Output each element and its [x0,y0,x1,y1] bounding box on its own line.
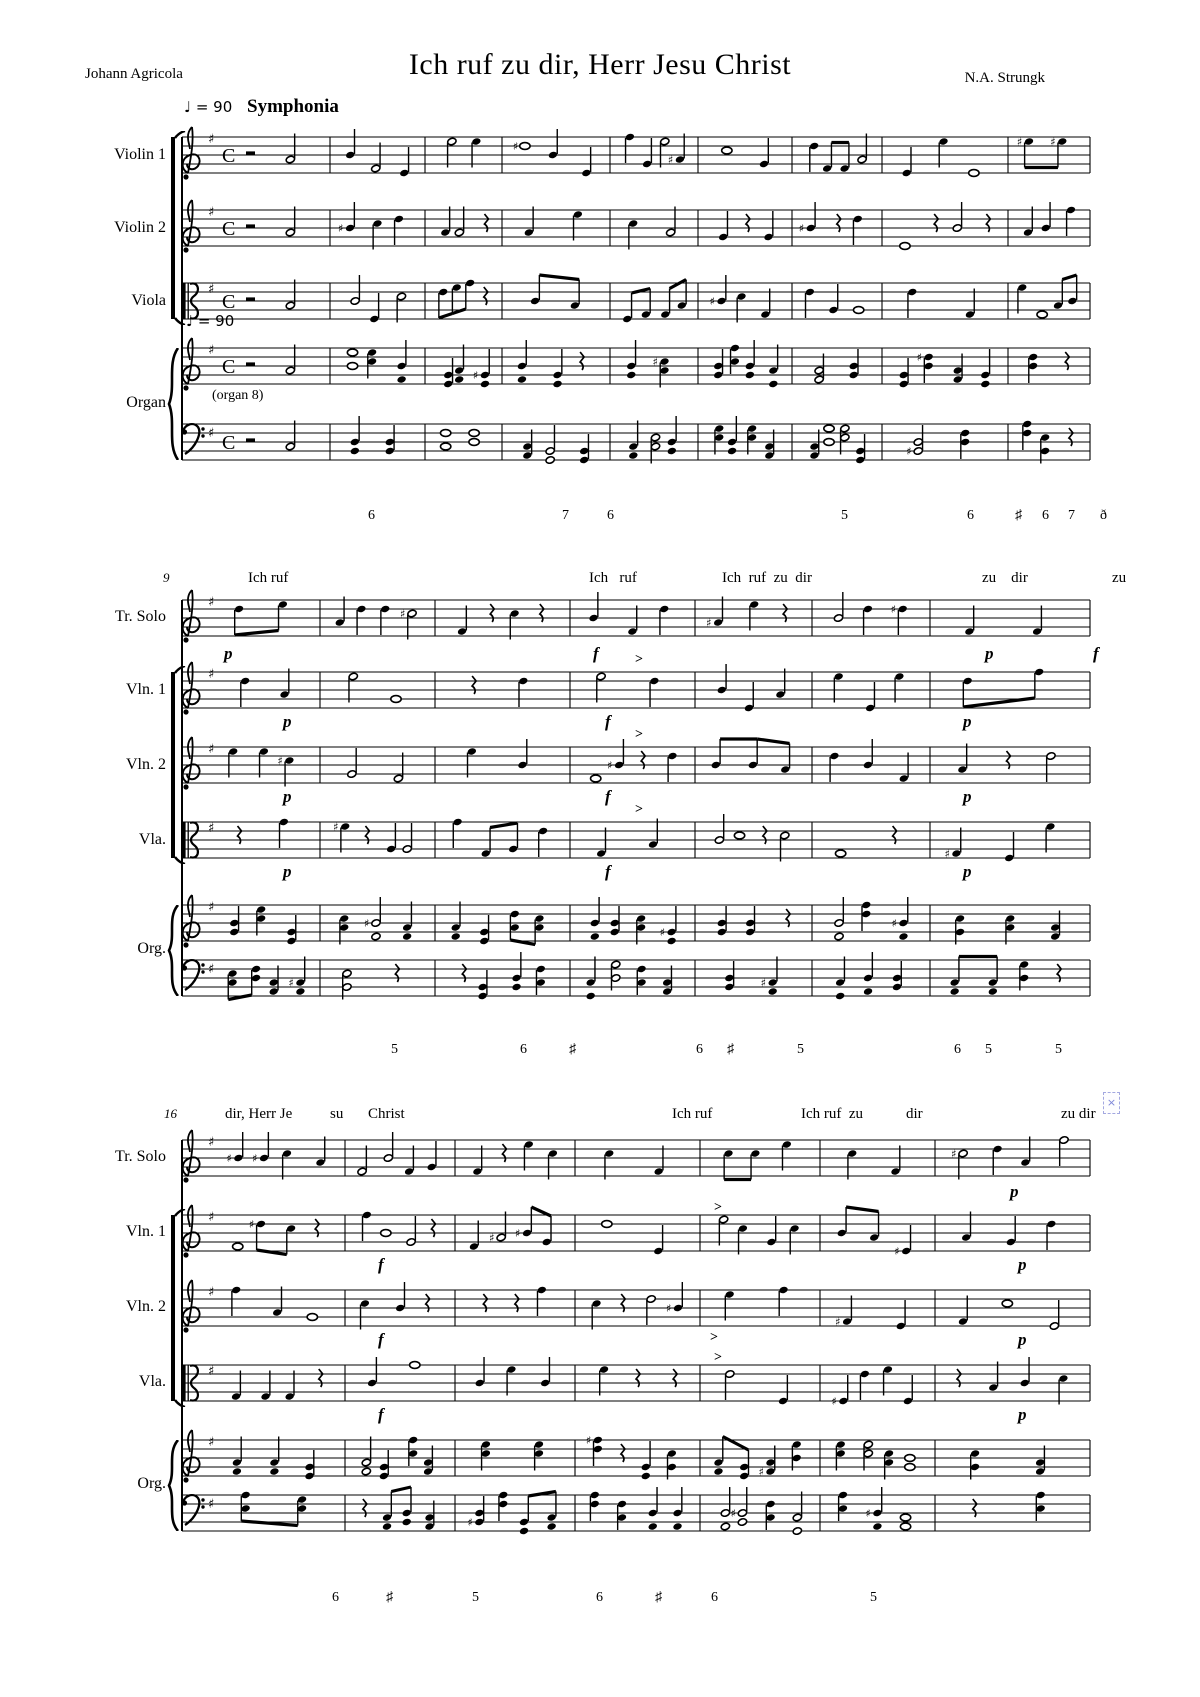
svg-text:♯: ♯ [944,847,950,861]
figured-bass-number: ♯ [386,1590,393,1605]
strings-bracket [162,1209,186,1407]
dynamic-marking: p [283,787,292,806]
svg-text:♯: ♯ [659,926,665,939]
figured-bass-number: 7 [562,508,569,523]
staff-system1-violin1 [182,117,1092,201]
figured-bass-number: ♯ [569,1042,576,1057]
accent-mark: > [710,1330,718,1345]
svg-text:♯: ♯ [208,343,215,358]
dynamic-marking: p [283,712,292,731]
svg-text:♯: ♯ [208,742,215,757]
svg-text:♯: ♯ [248,1218,255,1231]
staff-system1-organ-rh [182,328,1092,412]
svg-text:♯: ♯ [277,754,283,768]
organ-brace [163,905,181,996]
dynamic-marking: f [605,862,611,881]
lyric-text: Christ [368,1106,405,1122]
svg-text:♯: ♯ [709,295,715,308]
svg-text:♯: ♯ [585,1434,592,1447]
tempo-marking-organ: ♩ = 90 [186,312,235,330]
dynamic-marking: p [985,644,994,663]
instrument-label-vla-sys3: Vla. [138,1373,166,1390]
dynamic-marking: f [605,712,611,731]
svg-text:♯: ♯ [894,1245,900,1258]
dynamic-marking: p [1010,1182,1019,1201]
svg-text:♯: ♯ [890,603,896,616]
dynamic-marking: p [963,862,972,881]
svg-text:♯: ♯ [706,616,712,630]
figured-bass-number: 6 [596,1590,603,1605]
svg-text:♯: ♯ [798,222,805,235]
svg-text:♯: ♯ [512,140,519,153]
staff-system3-trumpet-solo [182,1120,1092,1204]
svg-text:♯: ♯ [607,759,613,772]
svg-text:♯: ♯ [916,351,922,364]
dynamic-marking: p [1018,1330,1027,1349]
svg-text:C: C [222,145,236,167]
svg-text:♯: ♯ [208,900,215,915]
dynamic-marking: f [1093,644,1099,663]
instrument-label-violin2: Violin 2 [114,219,166,236]
lyric-text: Ich ruf zu dir [722,570,812,586]
figured-bass-number: 5 [391,1042,398,1057]
lyric-text: zu dir [982,570,1028,586]
tempo-marking-top: ♩ = 90 [184,98,233,116]
svg-text:♯: ♯ [208,595,215,610]
page-title: Ich ruf zu dir, Herr Jesu Christ [408,48,792,81]
svg-text:♯: ♯ [208,426,215,441]
organ-brace [163,1440,181,1531]
svg-text:♯: ♯ [906,445,912,458]
strings-bracket [162,666,186,864]
svg-text:♯: ♯ [1016,135,1023,149]
instrument-label-vln2-sys2: Vln. 2 [126,756,166,773]
figured-bass-number: 5 [1055,1042,1062,1057]
dynamic-marking: p [224,644,233,663]
accent-mark: > [635,652,643,667]
section-title: Symphonia [247,96,339,117]
svg-text:♯: ♯ [760,976,766,990]
staff-system1-violin2 [182,190,1092,274]
measure-number-16: 16 [164,1106,177,1121]
composer-right: N.A. Strungk [964,70,1045,86]
figured-bass-number: 6 [954,1042,961,1057]
svg-text:♯: ♯ [891,917,897,930]
dynamic-marking: f [605,787,611,806]
svg-text:C: C [222,218,236,240]
svg-text:♯: ♯ [252,1152,258,1165]
svg-text:♯: ♯ [666,1302,672,1315]
lyric-text: dir [906,1106,923,1122]
svg-text:♯: ♯ [400,607,406,621]
figured-bass-number: 5 [472,1590,479,1605]
accent-mark: > [635,802,643,817]
lyric-text: Ich ruf [248,570,289,586]
lyric-text: su [330,1106,344,1122]
svg-text:♯: ♯ [208,282,215,297]
figured-bass-number: 5 [797,1042,804,1057]
instrument-label-vln1-sys2: Vln. 1 [126,681,166,698]
svg-text:♯: ♯ [515,1227,521,1240]
dynamic-marking: p [283,862,292,881]
figured-bass-number: 6 [1042,508,1049,523]
instrument-label-organ: Organ [126,394,166,411]
svg-text:♯: ♯ [208,1364,215,1379]
lyric-text: dir, Herr Je [225,1106,293,1122]
svg-text:♯: ♯ [835,1315,841,1329]
figured-bass-number: ♯ [655,1590,662,1605]
accent-mark: > [714,1200,722,1215]
staff-system2-organ-lh [182,940,1092,1024]
figured-bass-number: 6 [696,1042,703,1057]
lyric-text: zu [1112,570,1127,586]
svg-text:♯: ♯ [831,1395,837,1408]
svg-text:♯: ♯ [758,1465,764,1479]
figured-bass-number: 5 [870,1590,877,1605]
dynamic-marking: p [1018,1255,1027,1274]
figured-bass-number: 6 [711,1590,718,1605]
svg-text:♯: ♯ [288,976,294,990]
svg-text:♯: ♯ [208,132,215,147]
instrument-label-violin1: Violin 1 [114,146,166,163]
figured-bass-number: 6 [967,508,974,523]
instrument-label-org-sys2: Org. [137,940,166,957]
accent-mark: > [714,1350,722,1365]
svg-text:♯: ♯ [338,222,344,235]
svg-text:♯: ♯ [208,821,215,836]
staff-system3-violin1 [182,1195,1092,1279]
figured-bass-number: ð [1100,508,1107,523]
svg-text:♯: ♯ [472,369,479,382]
instrument-label-tr-solo-sys3: Tr. Solo [115,1148,166,1165]
dynamic-marking: p [1018,1405,1027,1424]
svg-text:♯: ♯ [208,1285,215,1300]
organ-registration-text: (organ 8) [212,388,264,403]
instrument-label-vla-sys2: Vla. [138,831,166,848]
svg-text:♯: ♯ [208,1435,215,1450]
accent-mark: > [635,727,643,742]
lyric-text: Ich ruf [672,1106,713,1122]
staff-system3-viola [182,1345,1092,1429]
composer-left: Johann Agricola [85,66,183,82]
svg-text:♯: ♯ [208,205,215,220]
figured-bass-number: 6 [332,1590,339,1605]
svg-text:♯: ♯ [951,1147,957,1161]
figured-bass-number: 6 [368,508,375,523]
figured-bass-number: 5 [841,508,848,523]
svg-text:♯: ♯ [667,153,674,167]
staff-system1-organ-lh [182,404,1092,488]
svg-text:C: C [222,291,236,313]
figured-bass-number: 6 [520,1042,527,1057]
figured-bass-number: ♯ [727,1042,734,1057]
lyric-text: zu dir [1061,1106,1096,1122]
dynamic-marking: f [378,1330,384,1349]
svg-text:♯: ♯ [363,917,370,930]
measure-number-9: 9 [163,570,170,585]
svg-text:♯: ♯ [489,1231,495,1245]
svg-text:C: C [222,356,236,378]
instrument-label-org-sys3: Org. [137,1475,166,1492]
svg-text:♯: ♯ [208,962,215,977]
dynamic-marking: p [963,787,972,806]
lyric-text: Ich ruf [589,570,637,586]
svg-text:♯: ♯ [226,1152,232,1165]
svg-text:♯: ♯ [333,820,339,834]
dynamic-marking: f [593,644,599,663]
instrument-label-tr-solo-sys2: Tr. Solo [115,608,166,625]
svg-text:♯: ♯ [1050,135,1056,149]
staff-system3-violin2 [182,1270,1092,1354]
figured-bass-number: ♯ [1015,508,1022,523]
strings-bracket [162,131,186,325]
staff-system3-organ-lh [182,1475,1092,1559]
svg-text:♯: ♯ [208,1135,215,1150]
lyric-text: Ich ruf zu [801,1106,864,1122]
svg-text:♯: ♯ [208,1497,215,1512]
dynamic-marking: f [378,1255,384,1274]
organ-brace [163,348,181,460]
svg-text:♯: ♯ [208,1210,215,1225]
instrument-label-viola: Viola [131,292,166,309]
instrument-label-vln1-sys3: Vln. 1 [126,1223,166,1240]
svg-text:C: C [222,432,236,454]
figured-bass-number: 6 [607,508,614,523]
figured-bass-number: 7 [1068,508,1075,523]
dynamic-marking: p [963,712,972,731]
svg-text:♯: ♯ [865,1507,871,1520]
svg-text:♯: ♯ [208,667,215,682]
svg-text:♯: ♯ [652,355,658,369]
dynamic-marking: f [378,1405,384,1424]
instrument-label-vln2-sys3: Vln. 2 [126,1298,166,1315]
svg-text:♯: ♯ [467,1516,473,1529]
broken-image-icon: × [1103,1092,1120,1114]
svg-text:♯: ♯ [730,1507,736,1520]
figured-bass-number: 5 [985,1042,992,1057]
